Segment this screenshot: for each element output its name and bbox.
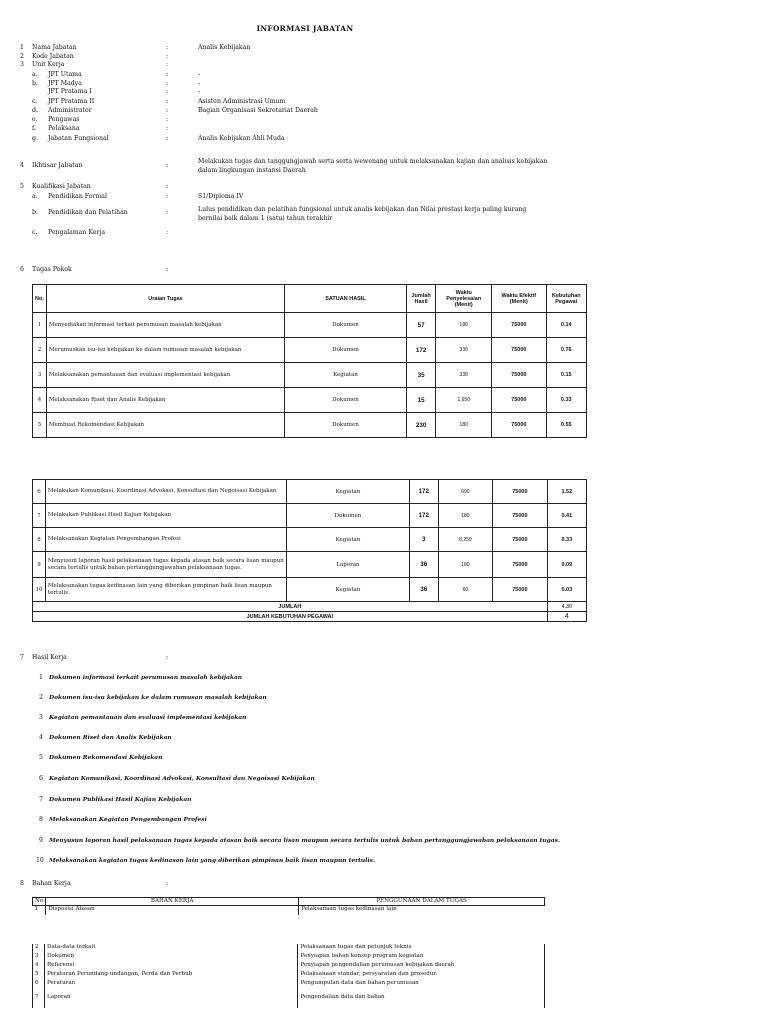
cell-kebutuhan: 0.14 bbox=[546, 313, 586, 338]
field-label: Pelaksana bbox=[48, 125, 80, 132]
bk-header-no: No bbox=[33, 898, 46, 906]
section-label: Bahan Kerja bbox=[32, 880, 71, 887]
bk-cell-no: 4 bbox=[33, 962, 45, 971]
bk-cell-no: 2 bbox=[33, 944, 45, 953]
cell-efektif: 75000 bbox=[492, 363, 546, 388]
cell-waktu: 1,650 bbox=[436, 388, 492, 413]
separator: : bbox=[166, 80, 169, 87]
field-value: - bbox=[198, 71, 201, 78]
cell-satuan: Laporan bbox=[287, 552, 409, 578]
separator: : bbox=[166, 98, 169, 105]
separator: : bbox=[166, 654, 169, 661]
field-label: JPT Pratama II bbox=[48, 98, 95, 105]
table-row bbox=[33, 528, 587, 552]
section-label: Tugas Pokok bbox=[32, 266, 72, 273]
bk-cell-bahan: Referensi bbox=[44, 962, 297, 971]
cell-uraian: Melaksanakan Riset dan Analis Kebijakan bbox=[46, 388, 284, 413]
cell-no: 7 bbox=[33, 504, 46, 528]
hasil-number: 7 bbox=[39, 796, 43, 803]
field-value: Analis Kebijakan Ahli Muda bbox=[198, 135, 285, 142]
cell-uraian: Menyediakan informasi terkait perumusan masalah kebijakan bbox=[46, 313, 284, 338]
section-number: 7 bbox=[20, 654, 24, 661]
kualifikasi-label: Pendidikan Formal bbox=[48, 193, 107, 200]
field-label: Nama Jabatan bbox=[32, 44, 77, 51]
cell-uraian: Membuat Rekomendasi Kebijakan bbox=[46, 413, 284, 438]
cell-kebutuhan: 0.41 bbox=[547, 504, 586, 528]
separator: : bbox=[166, 53, 169, 60]
hasil-number: 4 bbox=[39, 734, 43, 741]
bk-cell-bahan: Laporan bbox=[44, 994, 297, 1008]
hasil-text: Melaksanakan kegiatan tugas kedinasan lain yang diberikan pimpinan baik lisan maupun tertulis. bbox=[49, 857, 376, 864]
bk-cell-bahan: Dokumen bbox=[44, 953, 297, 962]
hasil-text: Dokumen Riset dan Analis Kebijakan bbox=[49, 734, 172, 741]
bk-cell-penggunaan: Pengendalian data dan bahan bbox=[300, 994, 385, 1000]
cell-waktu: 180 bbox=[438, 504, 492, 528]
cell-efektif: 75000 bbox=[493, 528, 548, 552]
ikhtisar-text-line2: dalam lingkungan instansi Daerah bbox=[198, 167, 306, 174]
bahan-kerja-table-part2 bbox=[32, 944, 545, 1008]
hasil-text: Dokumen isu-isu kebijakan ke dalam rumusan masalah kebijakan bbox=[49, 694, 267, 701]
field-label: Kode Jabatan bbox=[32, 53, 74, 60]
field-label: Unit Kerja bbox=[32, 61, 65, 68]
header-efektif: Waktu Efektif (Menit) bbox=[492, 285, 546, 313]
bahan-row bbox=[33, 906, 545, 915]
bk-cell-no: 6 bbox=[33, 980, 45, 994]
cell-satuan: Kegiatan bbox=[287, 480, 409, 504]
tasks-table-part2 bbox=[32, 479, 587, 622]
cell-efektif: 75000 bbox=[493, 552, 548, 578]
bk-cell-bahan: Peraturan Perundang-undangan, Perda dan Perbub bbox=[44, 971, 297, 980]
cell-waktu: 180 bbox=[436, 313, 492, 338]
cell-kebutuhan: 0.33 bbox=[546, 388, 586, 413]
bk-cell-penggunaan: Pengumpulan data dan bahan perumusan bbox=[300, 980, 419, 986]
field-label: JPT Utama bbox=[48, 71, 82, 78]
bk-cell-no: 5 bbox=[33, 971, 45, 980]
cell-kebutuhan: 0.55 bbox=[546, 413, 586, 438]
separator: : bbox=[166, 71, 169, 78]
hasil-number: 10 bbox=[36, 857, 44, 864]
cell-no: 9 bbox=[33, 552, 46, 578]
bahan-row bbox=[33, 994, 545, 1008]
cell-kebutuhan: 0.33 bbox=[547, 528, 586, 552]
field-value: - bbox=[198, 88, 201, 95]
bk-header-penggunaan: PENGGUNAAN DALAM TUGAS bbox=[299, 898, 545, 906]
separator: : bbox=[166, 162, 169, 169]
kualifikasi-number: b. bbox=[32, 209, 38, 216]
separator: : bbox=[166, 61, 169, 68]
header-satuan: SATUAN HASIL bbox=[285, 285, 407, 313]
cell-efektif: 75000 bbox=[493, 504, 548, 528]
field-label: JPT Madya bbox=[48, 80, 82, 87]
bahan-row bbox=[33, 944, 545, 953]
separator: : bbox=[166, 880, 169, 887]
cell-efektif: 75000 bbox=[492, 388, 546, 413]
cell-uraian: Melaksanakan pemantauan dan evaluasi implementasi kebijakan bbox=[46, 363, 284, 388]
cell-no: 8 bbox=[33, 528, 46, 552]
cell-uraian: Melakukan Publikasi Hasil Kajian Kebijakan bbox=[45, 504, 286, 528]
cell-no: 6 bbox=[33, 480, 46, 504]
hasil-number: 8 bbox=[39, 816, 43, 823]
field-label: Pengawas bbox=[48, 116, 80, 123]
cell-efektif: 75000 bbox=[493, 480, 548, 504]
field-label: JPT Pratama I bbox=[48, 88, 92, 95]
separator: : bbox=[166, 125, 169, 132]
field-number: d. bbox=[32, 107, 38, 114]
field-number: 2 bbox=[20, 53, 24, 60]
field-number: f. bbox=[32, 125, 37, 132]
cell-uraian: Melaksanakan Kegiatan Pengembangan Profesi bbox=[45, 528, 286, 552]
table-row bbox=[33, 388, 587, 413]
hasil-text: Dokumen Publikasi Hasil Kajian Kebijakan bbox=[49, 796, 192, 803]
cell-jumlah: 36 bbox=[409, 578, 438, 602]
cell-uraian: Merumuskan isu-isu kebijakan ke dalam rumusan masalah kebijakan bbox=[46, 338, 284, 363]
bk-cell-penggunaan: Pelaksanaan standar, persyaratan dan prosedur. bbox=[300, 971, 438, 977]
cell-uraian: Menyusun laporan hasil pelaksanaan tugas kepada atasan baik secara lisan maupun secara tertulis untuk bahan pertanggungjawaban pelaksanaan tugas. bbox=[45, 552, 286, 578]
table-row bbox=[33, 338, 587, 363]
field-value: Asisten Administrasi Umum bbox=[198, 98, 286, 105]
bk-cell-bahan: Data-data terkait bbox=[44, 944, 297, 953]
bahan-row bbox=[33, 971, 545, 980]
table-row bbox=[33, 552, 587, 578]
field-value: Analis Kebijakan bbox=[198, 44, 251, 51]
bk-cell-penggunaan: Penyiapan bahan konsep program kegiatan bbox=[300, 953, 424, 959]
hasil-number: 5 bbox=[39, 754, 43, 761]
cell-kebutuhan: 1.52 bbox=[547, 480, 586, 504]
separator: : bbox=[166, 183, 169, 190]
cell-jumlah: 230 bbox=[406, 413, 436, 438]
cell-satuan: Dokumen bbox=[285, 338, 407, 363]
separator: : bbox=[166, 107, 169, 114]
cell-efektif: 75000 bbox=[492, 338, 546, 363]
separator: : bbox=[166, 44, 169, 51]
cell-efektif: 75000 bbox=[492, 313, 546, 338]
hasil-number: 3 bbox=[39, 714, 43, 721]
hasil-text: Melaksanakan Kegiatan Pengembangan Profesi bbox=[49, 816, 207, 823]
cell-uraian: Melaksanakan tugas kedinasan lain yang diberikan pimpinan baik lisan maupun tertulis. bbox=[45, 578, 286, 602]
section-number: 5 bbox=[20, 183, 24, 190]
cell-waktu: 330 bbox=[436, 363, 492, 388]
cell-satuan: Kegiatan bbox=[285, 363, 407, 388]
hasil-text: Kegiatan pemantauan dan evaluasi implementasi kebijakan bbox=[49, 714, 247, 721]
cell-satuan: Kegiatan bbox=[287, 578, 409, 602]
cell-jumlah: 3 bbox=[409, 528, 438, 552]
header-kebutuhan: Kebutuhan Pegawai bbox=[546, 285, 586, 313]
cell-no: 2 bbox=[33, 338, 47, 363]
kualifikasi-value: Lulus pendidikan dan pelatihan fungsional untuk analis kebijakan dan Nilai prestasi kerja paling kurang bbox=[198, 206, 527, 213]
hasil-text: Dokumen informasi terkait perumusan masalah kebijakan bbox=[49, 674, 243, 681]
separator: : bbox=[166, 193, 169, 200]
bk-cell-bahan: Peraturan bbox=[44, 980, 297, 994]
table-row bbox=[33, 363, 587, 388]
separator: : bbox=[166, 88, 169, 95]
field-value: - bbox=[198, 80, 201, 87]
separator: : bbox=[166, 135, 169, 142]
cell-waktu: 180 bbox=[436, 413, 492, 438]
hasil-text: Kegiatan Komunikasi, Koordinasi Advokasi, Konsultasi dan Negoisasi Kebijakan bbox=[49, 775, 315, 782]
field-value: Bagian Organisasi Sekretariat Daerah bbox=[198, 107, 318, 114]
field-number: a. bbox=[32, 71, 38, 78]
cell-jumlah: 36 bbox=[409, 552, 438, 578]
cell-jumlah: 172 bbox=[406, 338, 436, 363]
bk-cell-penggunaan: Penyiapan pengendalian perumusan kebijakan daerah bbox=[300, 962, 455, 968]
table-row bbox=[33, 313, 587, 338]
hasil-text: Dokumen Rekomendasi Kebijakan bbox=[49, 754, 163, 761]
table-row bbox=[33, 578, 587, 602]
kualifikasi-label: Pendidikan dan Pelatihan bbox=[48, 209, 128, 216]
cell-satuan: Dokumen bbox=[287, 504, 409, 528]
bahan-row bbox=[33, 953, 545, 962]
cell-jumlah: 57 bbox=[406, 313, 436, 338]
hasil-number: 2 bbox=[39, 694, 43, 701]
section-number: 6 bbox=[20, 266, 24, 273]
table-row bbox=[33, 504, 587, 528]
separator: : bbox=[166, 229, 169, 236]
kualifikasi-label: Pengalaman Kerja bbox=[48, 229, 106, 236]
cell-waktu: 60 bbox=[438, 578, 492, 602]
cell-kebutuhan: 0.15 bbox=[546, 363, 586, 388]
cell-jumlah: 172 bbox=[409, 504, 438, 528]
hasil-number: 1 bbox=[39, 674, 43, 681]
field-number: b. bbox=[32, 80, 38, 87]
cell-waktu: 330 bbox=[436, 338, 492, 363]
bk-cell-bahan: Disposisi Atasan bbox=[46, 906, 299, 915]
section-label: Ikhtisar Jabatan bbox=[32, 162, 83, 169]
bahan-kerja-table-part1 bbox=[32, 897, 545, 915]
cell-waktu: 180 bbox=[438, 552, 492, 578]
cell-uraian: Melakukan Komunikasi, Koordinasi Advokasi, Konsultasi dan Negoisasi Kebijakan bbox=[45, 480, 286, 504]
cell-jumlah: 15 bbox=[406, 388, 436, 413]
field-label: Administrator bbox=[48, 107, 92, 114]
cell-kebutuhan: 0.76 bbox=[546, 338, 586, 363]
cell-kebutuhan: 0.03 bbox=[547, 578, 586, 602]
header-waktu: Waktu Penyelesaian (Menit) bbox=[436, 285, 492, 313]
jumlah-kebutuhan-label: JUMLAH KEBUTUHAN PEGAWAI bbox=[33, 612, 548, 622]
bk-cell-penggunaan: Pelaksanaan tugas dan petunjuk teknis bbox=[300, 944, 412, 950]
hasil-text: Menyusun laporan hasil pelaksanaan tugas kepada atasan baik secara lisan maupun secara tertulis untuk bahan pertanggungjawaban pelaksanaan tugas. bbox=[49, 837, 560, 844]
field-label: Jabatan Fungsional bbox=[48, 135, 109, 142]
bk-header-bahan: BAHAN KERJA bbox=[46, 898, 299, 906]
separator: : bbox=[166, 266, 169, 273]
cell-jumlah: 172 bbox=[409, 480, 438, 504]
table-row bbox=[33, 480, 587, 504]
kualifikasi-number: c. bbox=[32, 229, 38, 236]
separator: : bbox=[166, 209, 169, 216]
table-row bbox=[33, 413, 587, 438]
bahan-row bbox=[33, 980, 545, 994]
jumlah-label: JUMLAH bbox=[33, 602, 548, 612]
bahan-row bbox=[33, 962, 545, 971]
cell-jumlah: 35 bbox=[406, 363, 436, 388]
cell-satuan: Dokumen bbox=[285, 388, 407, 413]
page-title: INFORMASI JABATAN bbox=[256, 24, 354, 33]
separator: : bbox=[166, 116, 169, 123]
ikhtisar-text-line1: Melakukan tugas dan tanggungjawab serta serta wewenang untuk melaksanakan kajian dan analisis kebijakan bbox=[198, 158, 548, 165]
cell-satuan: Dokumen bbox=[285, 413, 407, 438]
kualifikasi-number: a. bbox=[32, 193, 38, 200]
field-number: c. bbox=[32, 98, 38, 105]
cell-waktu: 690 bbox=[438, 480, 492, 504]
header-jumlah: Jumlah Hasil bbox=[406, 285, 436, 313]
cell-no: 4 bbox=[33, 388, 47, 413]
kualifikasi-value: S1/Diploma IV bbox=[198, 193, 244, 200]
cell-no: 3 bbox=[33, 363, 47, 388]
bk-cell-penggunaan: Pelaksanaan tugas kedinasan lain bbox=[301, 906, 397, 912]
jumlah-kebutuhan-value: 4 bbox=[547, 612, 586, 622]
tasks-table-part1 bbox=[32, 284, 587, 438]
kualifikasi-value-line2: bernilai baik dalam 1 (satu) tahun terakhir bbox=[198, 215, 333, 222]
section-number: 4 bbox=[20, 162, 24, 169]
hasil-number: 6 bbox=[39, 775, 43, 782]
hasil-number: 9 bbox=[39, 837, 43, 844]
field-number: g. bbox=[32, 135, 38, 142]
field-number: 1 bbox=[20, 44, 24, 51]
header-uraian: Uraian Tugas bbox=[46, 285, 284, 313]
cell-satuan: Dokumen bbox=[285, 313, 407, 338]
field-number: 3 bbox=[20, 61, 24, 68]
jumlah-value: 4.30 bbox=[547, 602, 586, 612]
bk-cell-no: 7 bbox=[33, 994, 45, 1008]
cell-efektif: 75000 bbox=[492, 413, 546, 438]
cell-no: 5 bbox=[33, 413, 47, 438]
cell-no: 1 bbox=[33, 313, 47, 338]
cell-kebutuhan: 0.09 bbox=[547, 552, 586, 578]
cell-efektif: 75000 bbox=[493, 578, 548, 602]
field-number: e. bbox=[32, 116, 38, 123]
cell-satuan: Kegiatan bbox=[287, 528, 409, 552]
section-label: Kualifikasi Jabatan bbox=[32, 183, 91, 190]
cell-no: 10 bbox=[33, 578, 46, 602]
bk-cell-no: 3 bbox=[33, 953, 45, 962]
cell-waktu: 8,250 bbox=[438, 528, 492, 552]
header-no: No. bbox=[33, 285, 47, 313]
bk-cell-no: 1 bbox=[33, 906, 46, 915]
section-label: Hasil Kerja bbox=[32, 654, 67, 661]
section-number: 8 bbox=[20, 880, 24, 887]
